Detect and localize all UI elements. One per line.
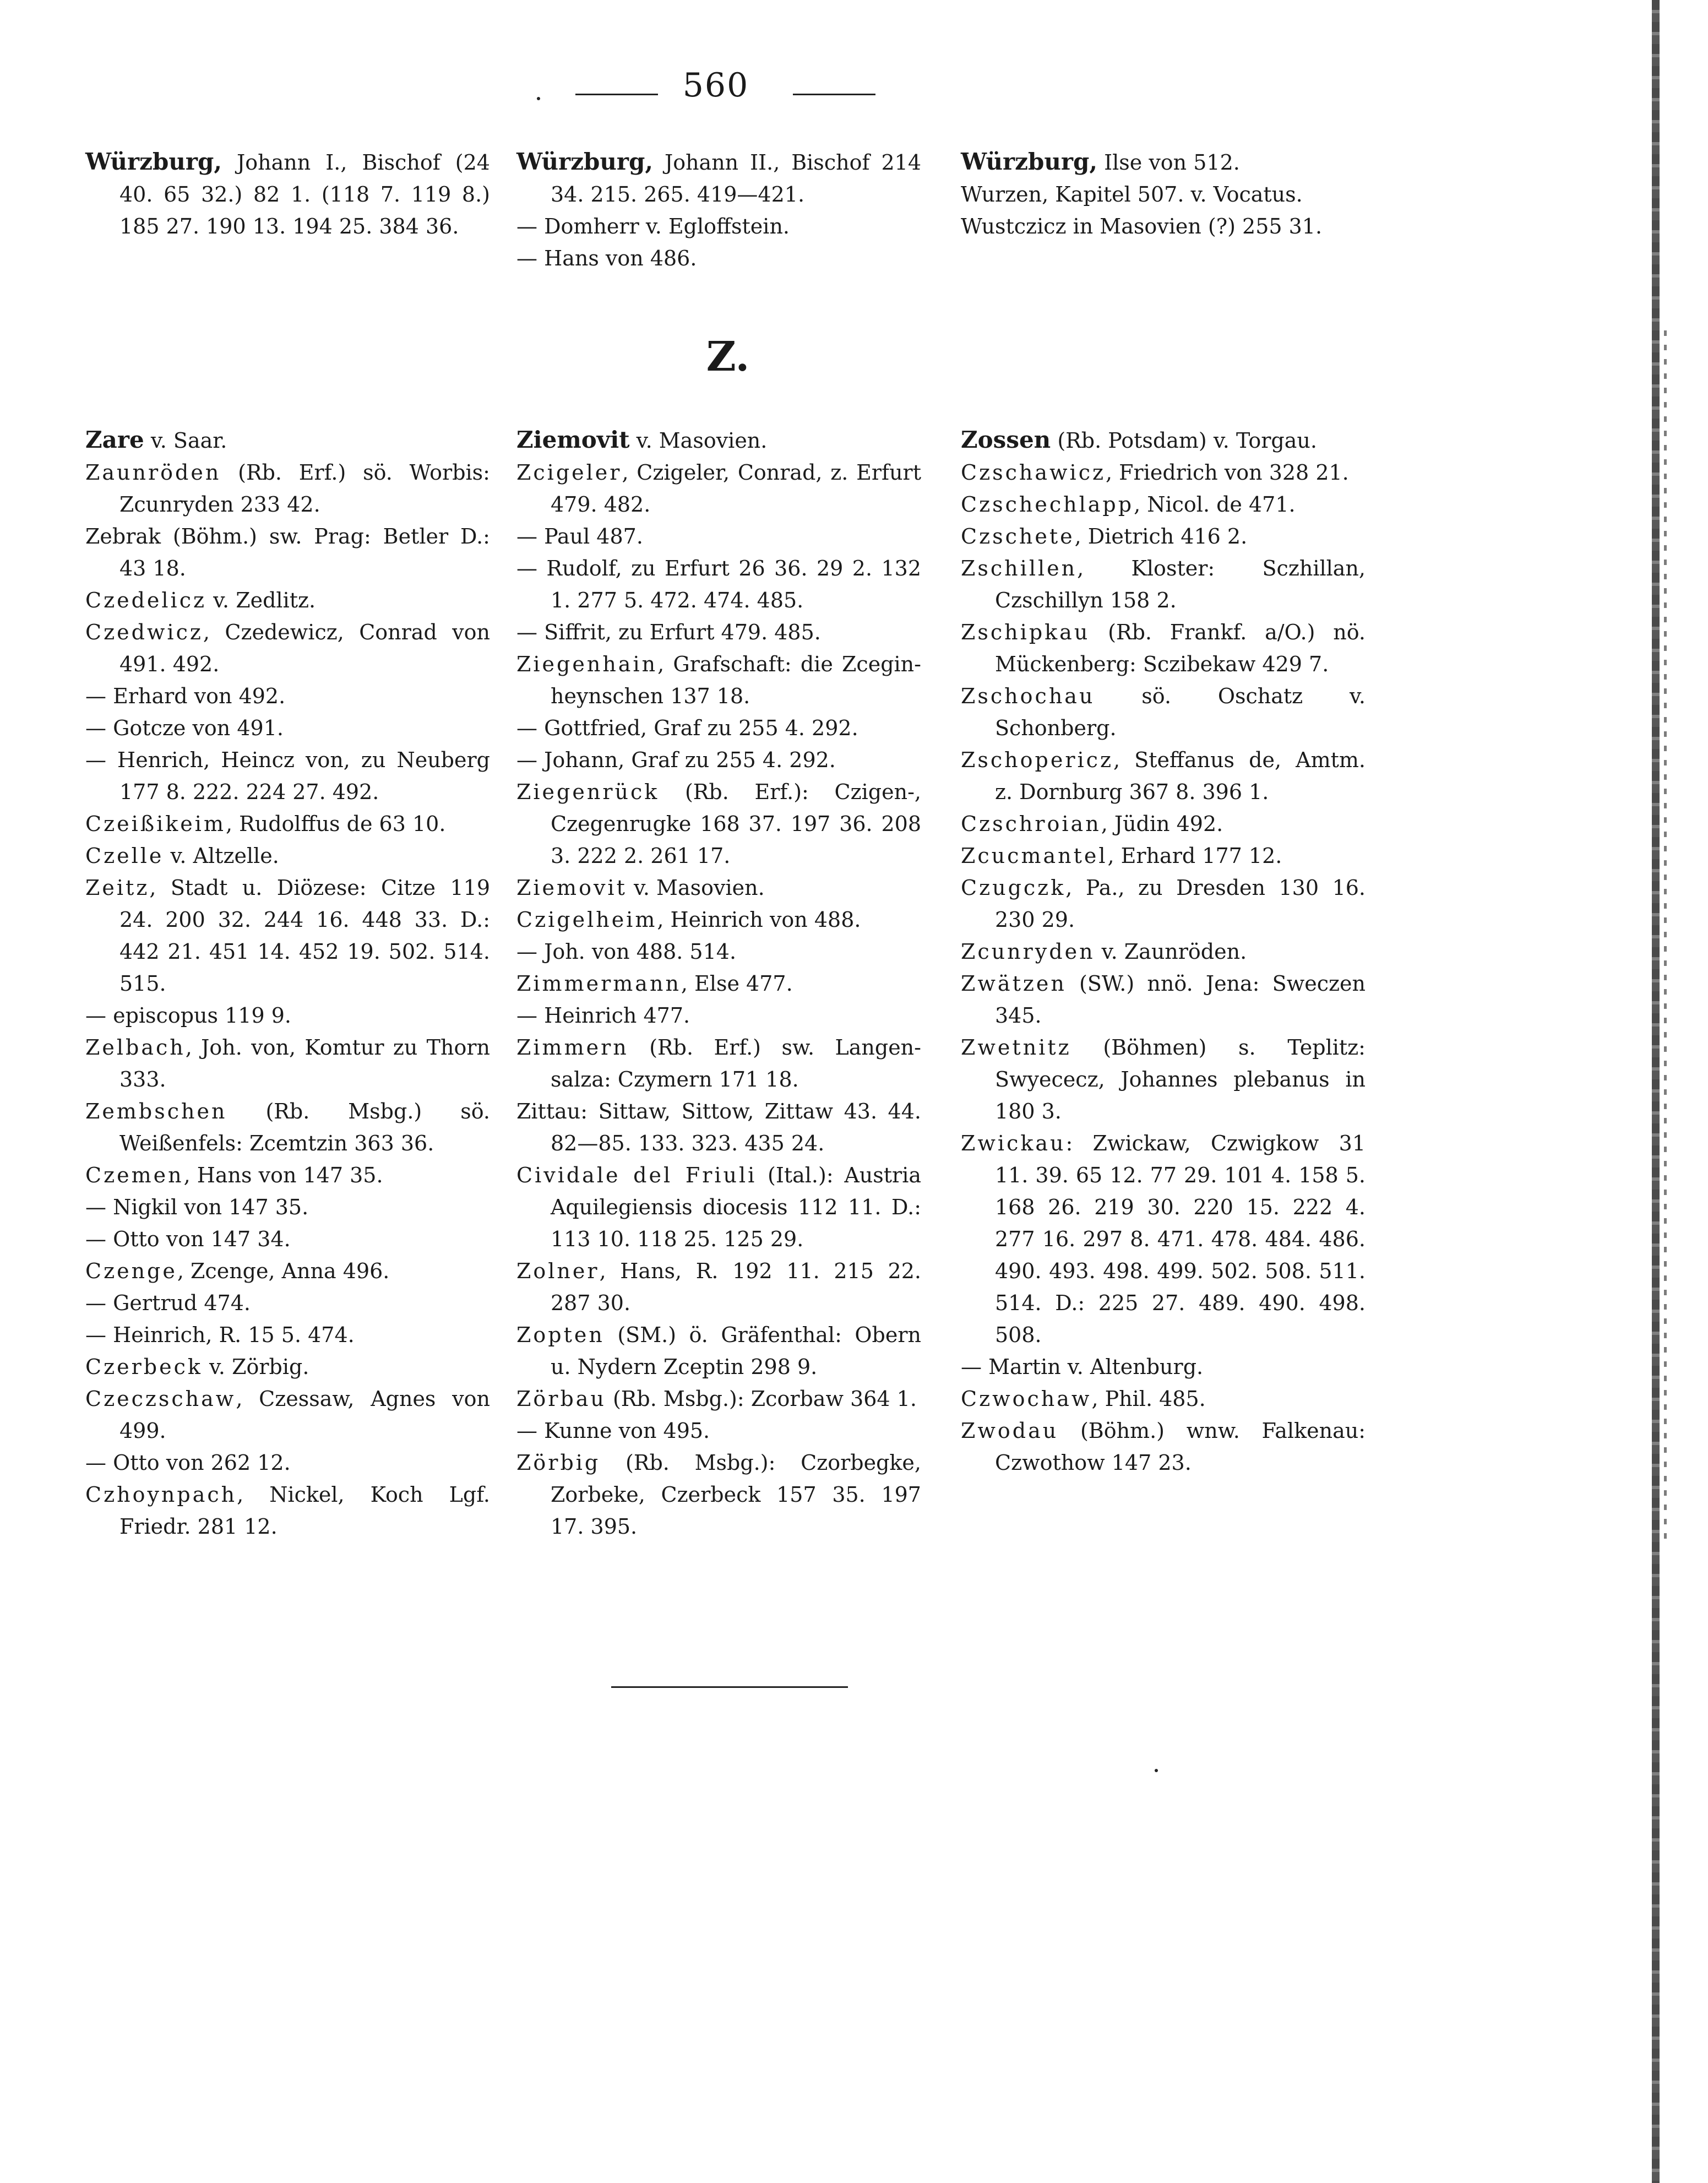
index-entry xyxy=(85,1255,490,1287)
index-entry xyxy=(516,1319,921,1383)
index-entry xyxy=(516,904,921,936)
index-entry xyxy=(516,1383,921,1415)
entry-text: — Heinrich, R. 15 5. 474. xyxy=(85,1323,355,1347)
index-entry xyxy=(961,1383,1366,1415)
entry-headword: Czhoynpach xyxy=(85,1483,237,1507)
index-entry xyxy=(961,520,1366,552)
entry-headword: Cividale del Friuli xyxy=(516,1163,757,1187)
index-entry xyxy=(85,1383,490,1447)
index-entry xyxy=(516,968,921,1000)
entry-headword: Zcunryden xyxy=(961,940,1095,964)
entry-headword: Czugczk xyxy=(961,876,1066,900)
entry-text: v. Zedlitz. xyxy=(206,588,316,612)
entry-headword: Zopten xyxy=(516,1323,605,1347)
entry-headword: Czigelheim xyxy=(516,908,657,932)
index-entry xyxy=(85,1319,490,1351)
entry-text: (Böhmen) s. Teplitz: Swyececz, Johannes plebanus in 180 3. xyxy=(995,1035,1366,1123)
entry-headword: Zörbig xyxy=(516,1451,601,1475)
index-entry xyxy=(961,210,1366,242)
index-entry xyxy=(961,178,1366,210)
index-entry xyxy=(961,968,1366,1031)
entry-text: , Dietrich 416 2. xyxy=(1074,524,1248,549)
index-entry xyxy=(516,1255,921,1319)
entry-text: (Rb. Frankf. a/O.) nö. Mückenberg: Sczibekaw 429 7. xyxy=(995,620,1366,676)
index-entry xyxy=(85,840,490,872)
entry-text: — Gottfried, Graf zu 255 4. 292. xyxy=(516,716,858,740)
entry-headword: Ziegenrück xyxy=(516,780,660,804)
index-entry xyxy=(961,1351,1366,1383)
entry-text: , Phil. 485. xyxy=(1091,1387,1206,1411)
index-entry xyxy=(516,1031,921,1095)
index-entry xyxy=(85,1223,490,1255)
index-entry xyxy=(85,146,490,242)
entry-text: Johann I., Bischof (24 40. 65 32.) 82 1. (118 7. 119 8.) 185 27. 190 13. 194 25. 384 36. xyxy=(119,150,490,238)
entry-text: (Böhm.) sw. Prag: Betler D.: 43 18. xyxy=(119,524,490,580)
index-column-2 xyxy=(516,424,921,1543)
entry-text: — Hans von 486. xyxy=(516,246,697,270)
index-entry xyxy=(85,1095,490,1159)
entry-headword: Czedelicz xyxy=(85,588,207,612)
entry-text: , Nicol. de 471. xyxy=(1134,492,1296,517)
entry-headword: Czschete xyxy=(961,524,1075,549)
header-dot xyxy=(537,97,540,100)
entry-text: (SM.) ö. Gräfenthal: Obern u. Nydern Zceptin 298 9. xyxy=(551,1323,921,1379)
index-entry xyxy=(961,840,1366,872)
entry-headword: Czelle xyxy=(85,844,164,868)
index-entry xyxy=(85,680,490,712)
index-entry xyxy=(961,424,1366,457)
index-entry xyxy=(516,210,921,242)
entry-text: , Steffanus de, Amtm. z. Dornburg 367 8. 396 1. xyxy=(995,748,1366,804)
index-entry xyxy=(85,1191,490,1223)
entry-headword: Czschroian xyxy=(961,812,1101,836)
entry-headword: Czemen xyxy=(85,1163,184,1187)
entry-text: — Joh. von 488. 514. xyxy=(516,940,737,964)
entry-text: , Hans von 147 35. xyxy=(183,1163,383,1187)
entry-text: (Rb. Erf.) sw. Langen-salza: Czymern 171 18. xyxy=(551,1035,921,1092)
entry-headword: Czeißikeim xyxy=(85,812,226,836)
index-entry xyxy=(516,712,921,744)
entry-headword: Ziegenhain xyxy=(516,652,658,676)
entry-headword: Czedwicz xyxy=(85,620,203,644)
entry-text: , Rudolffus de 63 10. xyxy=(225,812,446,836)
entry-text: — Erhard von 492. xyxy=(85,684,286,708)
page-number: 560 xyxy=(682,66,749,105)
entry-headword: Czschawicz xyxy=(961,460,1106,485)
entry-text: (Rb. Erf.) sö. Worbis: Zcunryden 233 42. xyxy=(119,460,490,517)
entry-text: — Nigkil von 147 35. xyxy=(85,1195,309,1219)
entry-text: Wustczicz in Masovien (?) 255 31. xyxy=(961,214,1323,238)
index-entry xyxy=(85,1000,490,1031)
entry-text: v. Zaunröden. xyxy=(1095,940,1247,964)
index-entry xyxy=(516,872,921,904)
entry-text: — Paul 487. xyxy=(516,524,643,549)
index-entry xyxy=(85,1351,490,1383)
index-entry xyxy=(85,1447,490,1479)
index-column-3 xyxy=(961,424,1366,1479)
index-entry xyxy=(85,457,490,520)
entry-text: — Gotcze von 491. xyxy=(85,716,284,740)
entry-headword: Ziemovit xyxy=(516,426,630,453)
scan-edge-shadow xyxy=(1652,0,1660,2183)
index-entry xyxy=(516,1159,921,1255)
index-entry xyxy=(961,457,1366,488)
entry-text: — Gertrud 474. xyxy=(85,1291,251,1315)
entry-text: , Grafschaft: die Zcegin-heynschen 137 18. xyxy=(551,652,921,708)
entry-text: v. Masovien. xyxy=(627,876,765,900)
entry-text: , Else 477. xyxy=(681,971,793,996)
entry-text: — Siffrit, zu Erfurt 479. 485. xyxy=(516,620,821,644)
index-entry xyxy=(961,936,1366,968)
entry-text: (SW.) nnö. Jena: Sweczen 345. xyxy=(995,971,1366,1028)
entry-text: — Domherr v. Egloffstein. xyxy=(516,214,790,238)
index-entry xyxy=(961,808,1366,840)
index-entry xyxy=(85,1159,490,1191)
entry-text: v. Saar. xyxy=(144,428,227,453)
entry-headword: Zossen xyxy=(961,426,1051,453)
entry-text: — Johann, Graf zu 255 4. 292. xyxy=(516,748,836,772)
entry-text: , Joh. von, Komtur zu Thorn 333. xyxy=(119,1035,490,1092)
scan-edge-marks xyxy=(1664,330,1667,1542)
index-entry xyxy=(85,1287,490,1319)
index-entry xyxy=(85,520,490,584)
index-entry xyxy=(85,712,490,744)
entry-text: — Henrich, Heincz von, zu Neuberg 177 8. 222. 224 27. 492. xyxy=(85,748,490,804)
entry-headword: Zelbach xyxy=(85,1035,186,1060)
entry-text: (Rb. Msbg.): Czorbegke, Zorbeke, Czerbeck 157 35. 197 17. 395. xyxy=(551,1451,921,1539)
header-col-1 xyxy=(85,146,490,242)
entry-text: : Sittaw, Sittow, Zittaw 43. 44. 82—85. 133. 323. 435 24. xyxy=(551,1099,921,1155)
header-col-2 xyxy=(516,146,921,274)
footer-rule xyxy=(611,1686,848,1688)
entry-headword: Zimmern xyxy=(516,1035,629,1060)
entry-text: , Nickel, Koch Lgf. Friedr. 281 12. xyxy=(119,1483,490,1539)
entry-headword: Zeitz xyxy=(85,876,150,900)
entry-headword: Zschochau xyxy=(961,684,1095,708)
entry-text: (Rb. Msbg.): Zcorbaw 364 1. xyxy=(606,1387,917,1411)
index-entry xyxy=(516,520,921,552)
entry-text: : Zwickaw, Czwigkow 31 11. 39. 65 12. 77 29. 101 4. 158 5. 168 26. 219 30. 220 15. 222 4. 277 16. 297 8. 471. 478. 484. 486. 490. 493. 498. 499. 502. 508. 511. 514. D.: 225 27. 489. 490. 498. 508. xyxy=(995,1131,1366,1347)
index-entry xyxy=(516,1447,921,1543)
entry-text: , Zcenge, Anna 496. xyxy=(177,1259,390,1283)
header-rule-right xyxy=(793,94,875,95)
entry-headword: Zare xyxy=(85,426,144,453)
entry-text: Johann II., Bischof 214 34. 215. 265. 419—421. xyxy=(551,150,921,207)
index-entry xyxy=(516,552,921,616)
entry-text: , Erhard 177 12. xyxy=(1107,844,1282,868)
entry-headword: Zwätzen xyxy=(961,971,1067,996)
entry-headword: Zörbau xyxy=(516,1387,606,1411)
entry-text: — Kunne von 495. xyxy=(516,1419,710,1443)
entry-text: , Jüdin 492. xyxy=(1101,812,1223,836)
index-entry xyxy=(85,424,490,457)
entry-headword: Würzburg, xyxy=(961,148,1098,175)
index-entry xyxy=(85,872,490,1000)
header-col-3 xyxy=(961,146,1366,242)
entry-headword: Zimmermann xyxy=(516,971,681,996)
entry-headword: Czerbeck xyxy=(85,1355,203,1379)
index-entry xyxy=(516,242,921,274)
entry-headword: Zcucmantel xyxy=(961,844,1108,868)
entry-headword: Würzburg, xyxy=(85,148,222,175)
index-entry xyxy=(961,552,1366,616)
entry-headword: Czeczschaw xyxy=(85,1387,236,1411)
entry-text: — Heinrich 477. xyxy=(516,1003,690,1028)
index-entry xyxy=(85,1479,490,1543)
entry-text: sö. Oschatz v. Schonberg. xyxy=(995,684,1366,740)
index-entry xyxy=(85,584,490,616)
index-entry xyxy=(516,457,921,520)
index-entry xyxy=(516,744,921,776)
index-entry xyxy=(961,488,1366,520)
entry-text: (Rb. Potsdam) v. Torgau. xyxy=(1051,428,1317,453)
index-entry xyxy=(961,680,1366,744)
entry-text: , Stadt u. Diözese: Citze 119 24. 200 32. 244 16. 448 33. D.: 442 21. 451 14. 452 19. 502. 514. 515. xyxy=(119,876,490,996)
index-entry xyxy=(961,744,1366,808)
entry-headword: Würzburg, xyxy=(516,148,654,175)
index-entry xyxy=(516,1095,921,1159)
index-entry xyxy=(961,1415,1366,1479)
entry-headword: Zwickau xyxy=(961,1131,1066,1155)
entry-text: , Czessaw, Agnes von 499. xyxy=(119,1387,490,1443)
entry-text: , Czigeler, Conrad, z. Erfurt 479. 482. xyxy=(551,460,921,517)
entry-headword: Zwodau xyxy=(961,1419,1059,1443)
index-entry xyxy=(961,872,1366,936)
entry-headword: Zwetnitz xyxy=(961,1035,1071,1060)
entry-headword: Czenge xyxy=(85,1259,177,1283)
index-entry xyxy=(961,1031,1366,1127)
entry-text: v. Zörbig. xyxy=(202,1355,309,1379)
entry-text: (Ital.): Austria Aquilegiensis diocesis 112 11. D.: 113 10. 118 25. 125 29. xyxy=(551,1163,921,1251)
entry-text: — episcopus 119 9. xyxy=(85,1003,291,1028)
stray-dot xyxy=(1155,1769,1158,1772)
index-entry xyxy=(516,146,921,210)
entry-headword: Zschipkau xyxy=(961,620,1090,644)
index-entry xyxy=(85,744,490,808)
entry-headword: Zolner xyxy=(516,1259,600,1283)
index-entry xyxy=(516,424,921,457)
section-letter: Z. xyxy=(706,333,750,381)
entry-headword: Zaunröden xyxy=(85,460,221,485)
index-column-1 xyxy=(85,424,490,1543)
entry-text: v. Altzelle. xyxy=(164,844,279,868)
entry-text: — Martin v. Altenburg. xyxy=(961,1355,1204,1379)
entry-text: (Rb. Erf.): Czigen-, Czegenrugke 168 37. 197 36. 208 3. 222 2. 261 17. xyxy=(551,780,921,868)
entry-headword: Zittau xyxy=(516,1099,581,1123)
index-entry xyxy=(961,146,1366,178)
entry-text: (Rb. Msbg.) sö. Weißenfels: Zcemtzin 363 36. xyxy=(119,1099,490,1155)
entry-headword: Czschechlapp xyxy=(961,492,1134,517)
index-entry xyxy=(85,616,490,680)
index-entry xyxy=(85,1031,490,1095)
index-entry xyxy=(516,776,921,872)
entry-headword: Zschillen xyxy=(961,556,1078,580)
index-entry xyxy=(961,616,1366,680)
entry-headword: Czwochaw xyxy=(961,1387,1092,1411)
entry-text: — Otto von 262 12. xyxy=(85,1451,291,1475)
entry-text: , Kloster: Sczhillan, Czschillyn 158 2. xyxy=(995,556,1366,612)
entry-text: — Otto von 147 34. xyxy=(85,1227,291,1251)
entry-text: — Rudolf, zu Erfurt 26 36. 29 2. 132 1. 277 5. 472. 474. 485. xyxy=(516,556,921,612)
entry-text: , Hans, R. 192 11. 215 22. 287 30. xyxy=(551,1259,921,1315)
index-entry xyxy=(516,1000,921,1031)
index-entry xyxy=(516,1415,921,1447)
entry-headword: Zcigeler xyxy=(516,460,622,485)
index-entry xyxy=(516,616,921,648)
entry-text: , Pa., zu Dresden 130 16. 230 29. xyxy=(995,876,1366,932)
entry-headword: Zschopericz xyxy=(961,748,1113,772)
entry-text: , Heinrich von 488. xyxy=(657,908,861,932)
index-entry xyxy=(85,808,490,840)
entry-headword: Zembschen xyxy=(85,1099,227,1123)
index-entry xyxy=(961,1127,1366,1351)
entry-text: (Böhm.) wnw. Falkenau: Czwothow 147 23. xyxy=(995,1419,1366,1475)
entry-text: , Friedrich von 328 21. xyxy=(1106,460,1349,485)
entry-text: Wurzen, Kapitel 507. v. Vocatus. xyxy=(961,182,1303,207)
entry-text: , Czedewicz, Conrad von 491. 492. xyxy=(119,620,490,676)
entry-headword: Zebrak xyxy=(85,524,161,549)
index-entry xyxy=(516,648,921,712)
entry-text: v. Masovien. xyxy=(629,428,768,453)
index-entry xyxy=(516,936,921,968)
entry-headword: Ziemovit xyxy=(516,876,627,900)
entry-text: Ilse von 512. xyxy=(1097,150,1240,175)
